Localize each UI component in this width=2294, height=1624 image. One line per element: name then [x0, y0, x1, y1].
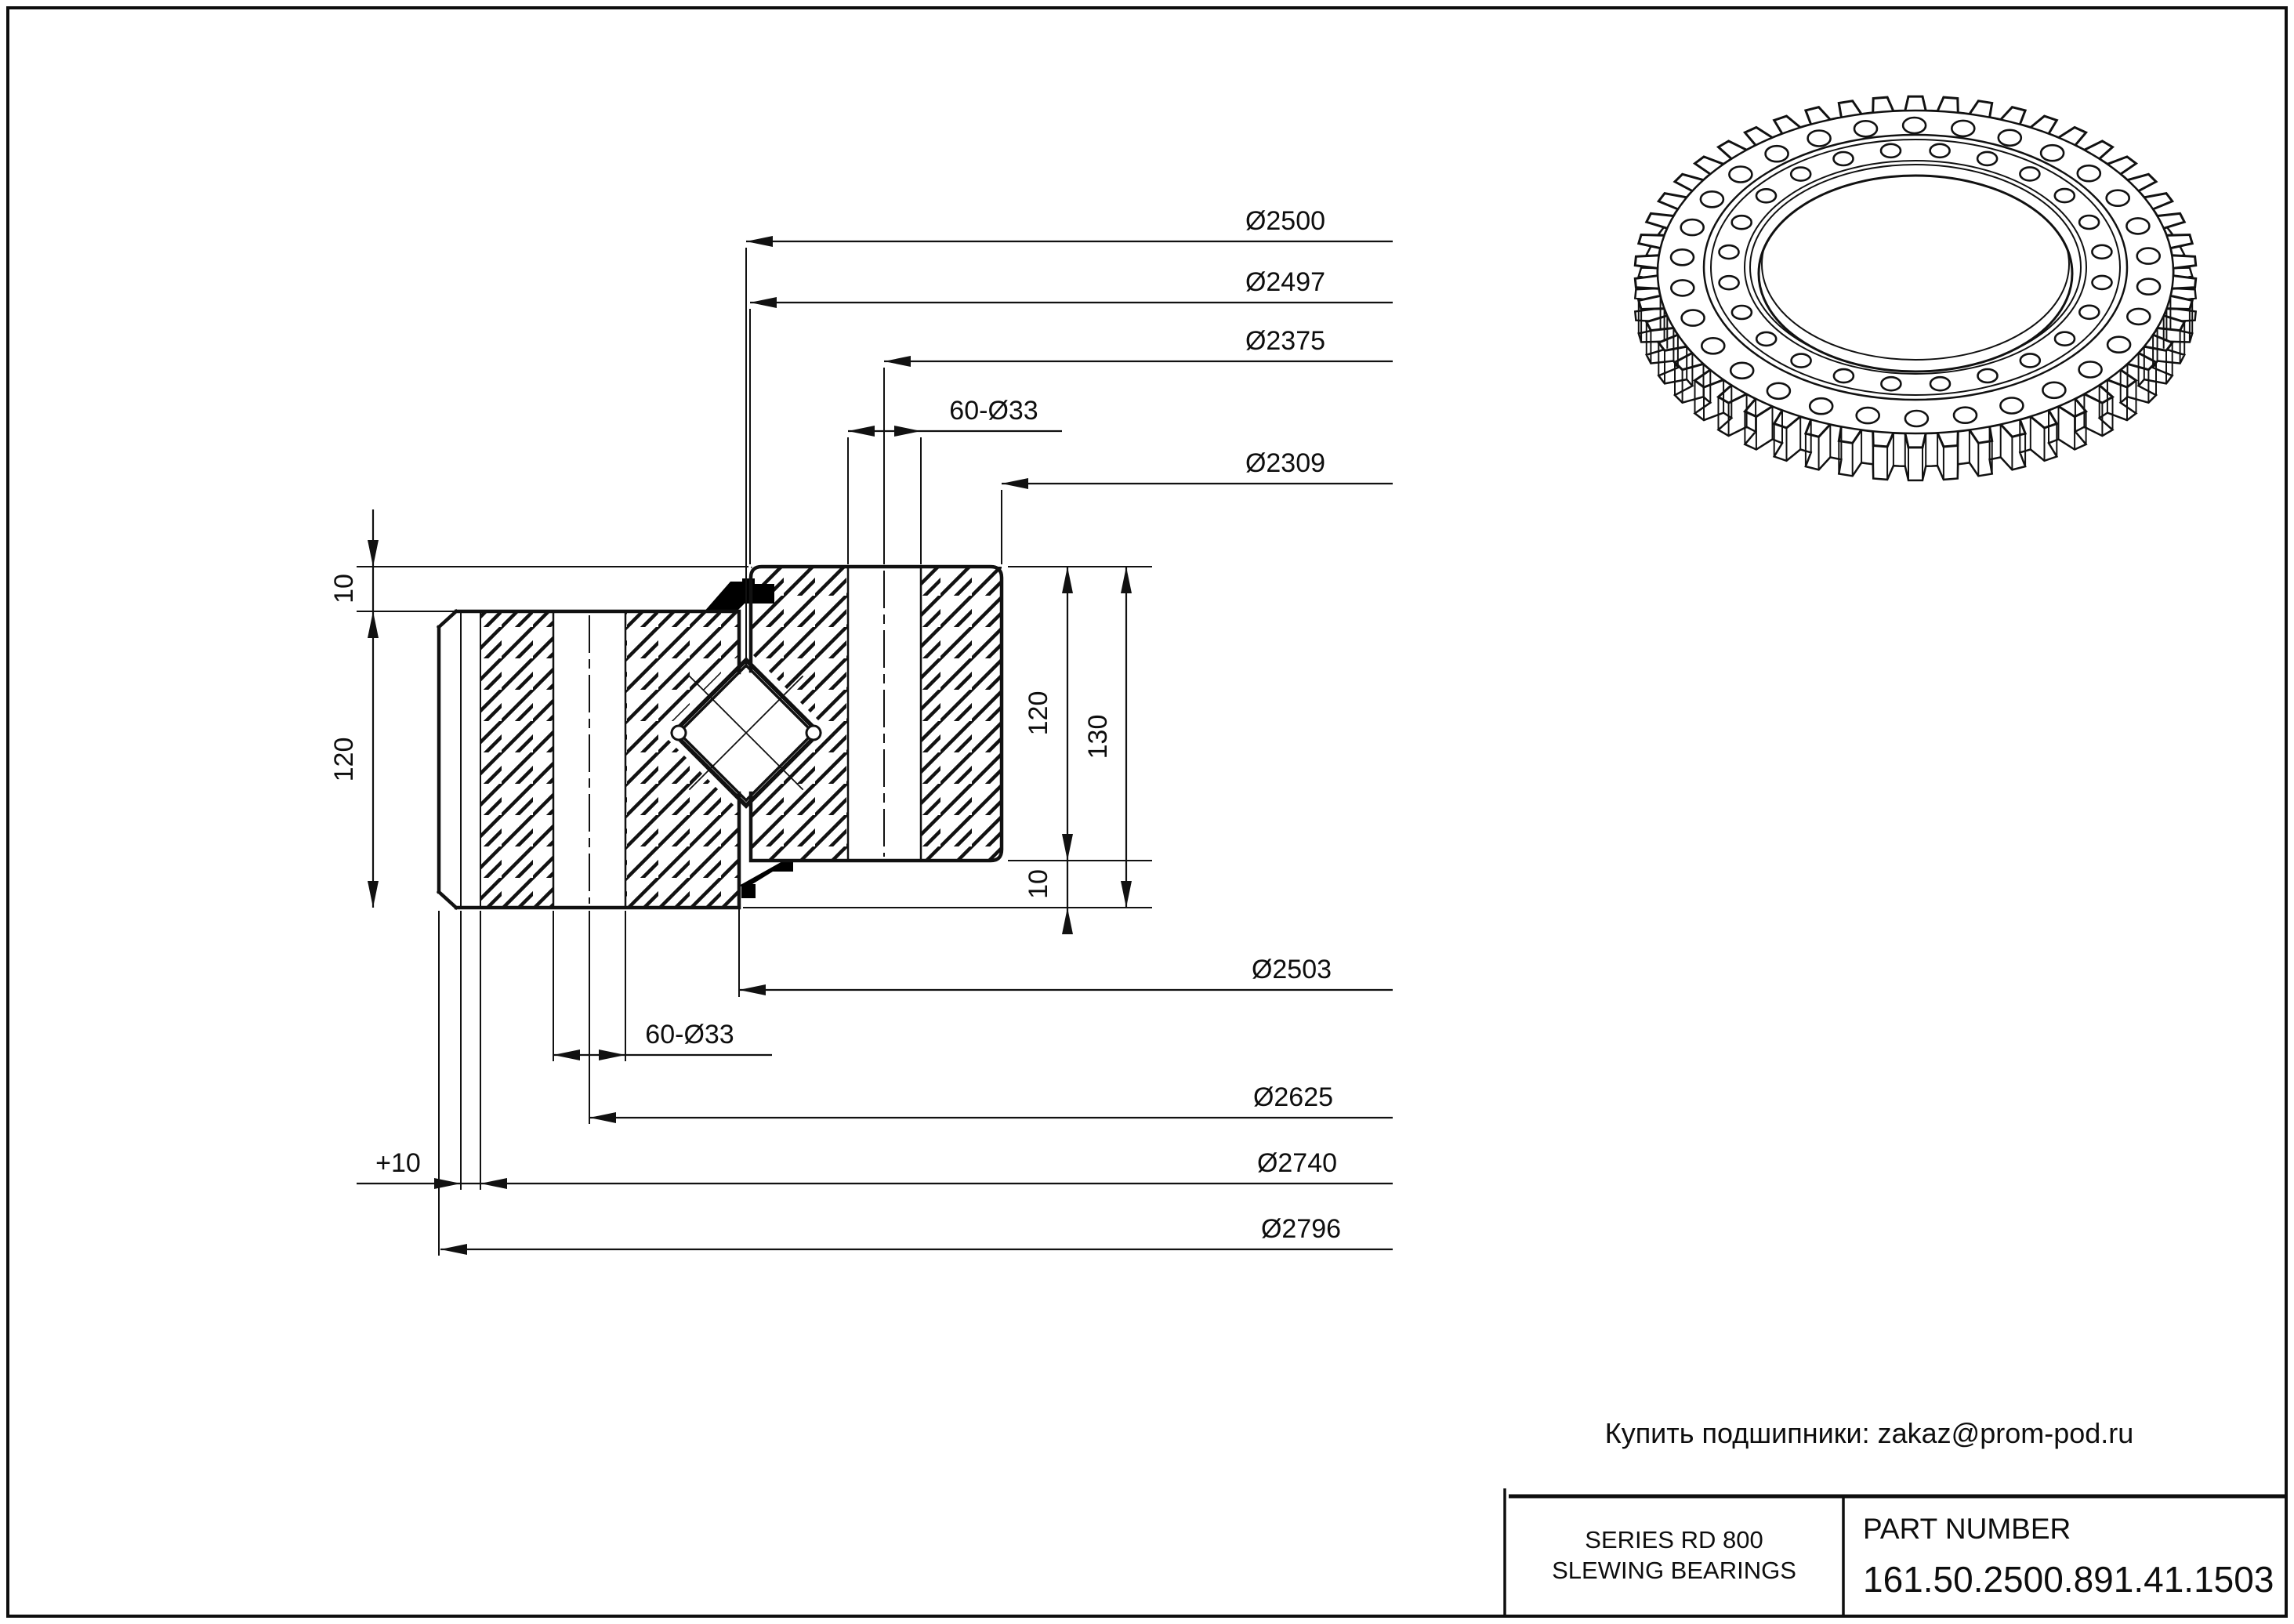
title-block [1505, 1488, 2286, 1616]
bolt-hole [1766, 146, 1788, 161]
bolt-hole [1671, 249, 1694, 265]
bolt-hole [1756, 332, 1776, 346]
contact-email-line: Купить подшипники: zakaz@prom-pod.ru [1604, 1417, 2134, 1449]
bolt-hole [2126, 218, 2149, 234]
bolt-hole [1857, 408, 1879, 423]
bolt-hole [1952, 121, 1974, 136]
bolt-hole [1792, 354, 1811, 368]
bolt-hole [2107, 190, 2129, 206]
bolt-hole [1682, 310, 1705, 326]
bolt-hole [1810, 398, 1832, 414]
bolt-hole [2020, 353, 2040, 367]
bolt-hole [2093, 276, 2112, 289]
bolt-hole [2055, 189, 2075, 202]
dim-label-plus10: +10 [375, 1148, 421, 1178]
bolt-hole [1854, 121, 1877, 136]
bolt-hole [1881, 144, 1901, 158]
dim-label-right-120: 120 [1024, 691, 1053, 736]
cross-section-view [439, 567, 1002, 908]
dim-label-d2625: Ø2625 [1252, 1082, 1334, 1112]
dim-label-d2503: Ø2503 [1251, 955, 1332, 984]
dim-label-holes-top: 60-Ø33 [949, 396, 1038, 426]
bolt-hole [1729, 167, 1752, 183]
bolt-hole [1701, 191, 1723, 207]
dim-label-right-10: 10 [1024, 869, 1053, 899]
bolt-hole [1999, 130, 2021, 146]
bolt-hole [2137, 248, 2160, 264]
dim-label-right-130: 130 [1083, 714, 1113, 759]
bolt-hole [1756, 189, 1776, 202]
bolt-hole [1808, 131, 1831, 147]
bolt-hole [1681, 219, 1704, 235]
dim-label-d2500: Ø2500 [1245, 206, 1326, 236]
bolt-hole [2079, 306, 2099, 319]
gear-tooth-lines [461, 613, 480, 906]
bolt-hole [2092, 245, 2111, 259]
dim-label-d2796: Ø2796 [1260, 1214, 1342, 1244]
part-number-value: 161.50.2500.891.41.1503 [1863, 1559, 2274, 1600]
dim-label-d2375: Ø2375 [1245, 326, 1326, 356]
bolt-hole [1930, 377, 1950, 390]
dim-label-holes-bottom: 60-Ø33 [645, 1020, 734, 1049]
part-number-label: PART NUMBER [1863, 1513, 2071, 1545]
dim-label-d2497: Ø2497 [1245, 267, 1326, 297]
bolt-hole [2000, 398, 2023, 414]
bolt-hole [1954, 408, 1977, 423]
dim-label-d2309: Ø2309 [1245, 448, 1326, 478]
bolt-hole [1834, 369, 1854, 382]
series-line-1: SERIES RD 800 [1585, 1526, 1763, 1553]
bottom-seal-notch [741, 884, 756, 898]
bolt-hole [1671, 280, 1694, 295]
series-line-2: SLEWING BEARINGS [1552, 1557, 1796, 1584]
bolt-hole [1720, 276, 1739, 289]
dim-label-left-120: 120 [329, 737, 359, 782]
bolt-hole [2079, 362, 2102, 378]
bolt-hole [2107, 337, 2130, 353]
dim-label-left-10: 10 [329, 574, 359, 604]
bolt-hole [2079, 216, 2099, 229]
bolt-hole [2042, 382, 2065, 398]
bolt-hole [1732, 306, 1752, 319]
bolt-hole [1701, 338, 1724, 353]
bolt-hole [1732, 216, 1752, 229]
dim-label-d2740: Ø2740 [1256, 1148, 1338, 1178]
bolt-hole [2127, 309, 2150, 324]
bolt-hole [1977, 152, 1997, 165]
bolt-hole [2137, 279, 2160, 295]
slewing-bearing-isometric-illustration [1635, 96, 2195, 480]
bolt-hole [1903, 118, 1926, 133]
bottom-seal [739, 861, 793, 888]
bore-edge [1759, 176, 2072, 372]
bolt-hole [1930, 144, 1950, 158]
bolt-hole [1791, 168, 1810, 181]
bolt-hole [2020, 167, 2039, 180]
bolt-hole [1978, 369, 1998, 382]
bolt-hole [1767, 383, 1790, 399]
bolt-hole [1834, 152, 1854, 165]
bolt-hole [1905, 411, 1928, 426]
bolt-hole [1881, 377, 1901, 390]
bolt-hole [2041, 145, 2064, 161]
bolt-hole [1730, 363, 1753, 379]
bolt-hole [2055, 332, 2075, 346]
bolt-hole [1720, 245, 1739, 259]
bolt-hole [2078, 165, 2100, 181]
